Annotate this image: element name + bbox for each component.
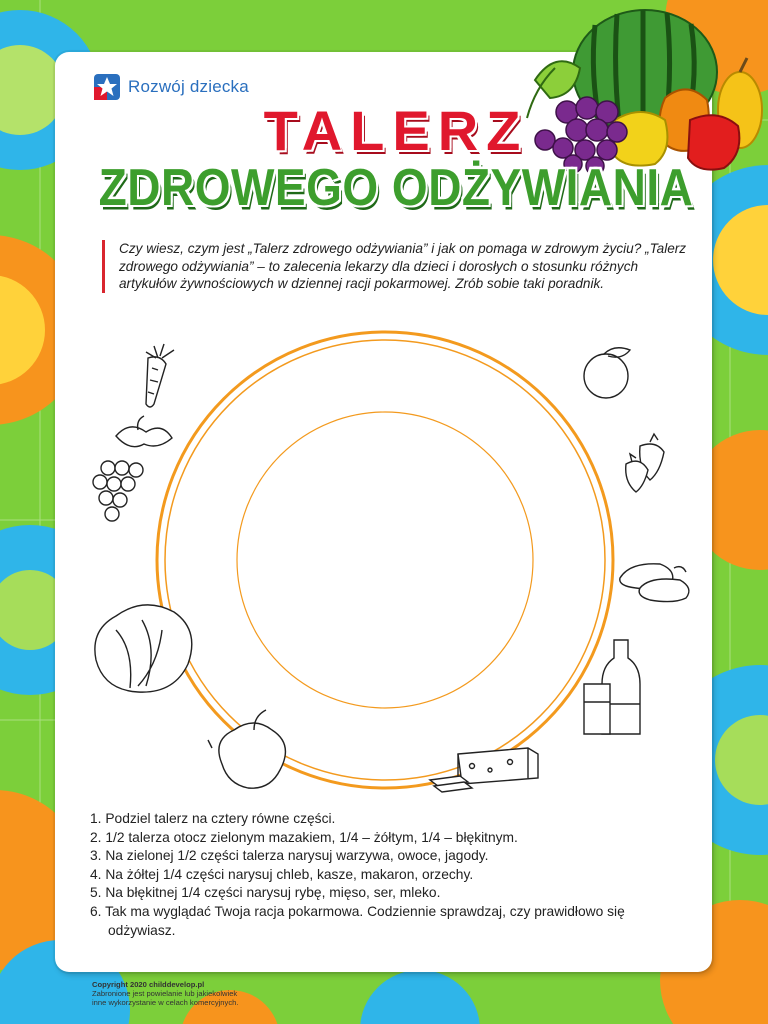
copyright-line: Copyright 2020 childdevelop.pl xyxy=(92,980,205,989)
grapes-icon xyxy=(93,416,172,521)
list-item: 3. Na zielonej 1/2 części talerza narysuj warzywa, owoce, jagody. xyxy=(90,848,489,864)
pepper-icon xyxy=(208,710,285,788)
cheese-icon xyxy=(430,748,538,792)
intro-text: Czy wiesz, czym jest „Talerz zdrowego odżywiania” i jak on pomaga w zdrowym życiu? „Talerz zdrowego odżywiania” – to zalecenia lekarzy dla dzieci i dorosłych o stosunku różnych artykułów żywnościowych w dziennej racji pokarmowej. Zrób sobie taki poradnik. xyxy=(102,240,699,293)
cabbage-icon xyxy=(95,605,192,692)
copyright-line: inne wykorzystanie w celach komercyjnych. xyxy=(92,998,239,1007)
plate xyxy=(157,332,613,788)
plate-illustration xyxy=(80,318,700,808)
cucumbers-icon xyxy=(620,564,689,602)
copyright-line: Zabronione jest powielanie lub jakiekolwiek xyxy=(92,989,238,998)
copyright xyxy=(92,980,238,1007)
strawberries-icon xyxy=(626,434,664,492)
list-item: 1. Podziel talerz na cztery równe części. xyxy=(90,811,336,826)
page-subtitle: ZDROWEGO ODŻYWIANIA xyxy=(98,157,694,217)
list-item: 4. Na żółtej 1/4 części narysuj chleb, kasze, makaron, orzechy. xyxy=(90,866,474,882)
list-item: 6. Tak ma wyglądać Twoja racja pokarmowa. Codziennie sprawdzaj, czy prawidłowo się odżywiasz. xyxy=(90,903,625,938)
carrot-icon xyxy=(146,344,174,407)
list-item: 2. 1/2 talerza otocz zielonym mazakiem, 1/4 – żółtym, 1/4 – błękitnym. xyxy=(90,829,518,845)
page-title: TALERZ xyxy=(263,99,529,162)
brand-name: Rozwój dziecka xyxy=(128,77,249,96)
orange-icon xyxy=(584,348,630,398)
instructions-list xyxy=(90,810,690,940)
list-item: 5. Na błękitnej 1/4 części narysuj rybę, mięso, ser, mleko. xyxy=(90,885,441,901)
